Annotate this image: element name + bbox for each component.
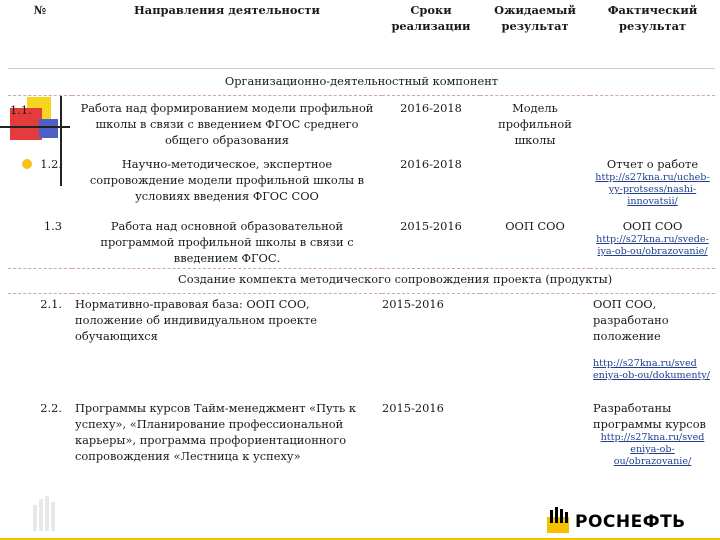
row-actual	[590, 216, 715, 269]
row-expected	[480, 154, 590, 216]
activity-plan-table	[8, 0, 715, 486]
table-row	[8, 96, 715, 155]
row-direction: Работа над основной образовательной программой профильной школы в связи с введением ФГОС.	[100, 219, 354, 265]
rosneft-emblem-icon	[28, 495, 62, 535]
rosneft-logo-icon	[547, 507, 569, 533]
table-row	[8, 154, 715, 216]
row-direction: Программы курсов Тайм-менеджмент «Путь к успеху», «Планирование профессиональной карьеры», программа профориентационного сопровождения «Лестница к успеху»	[75, 401, 357, 463]
row-number: 1.1.	[10, 103, 32, 117]
row-link[interactable]: http://s27kna.ru/uchebyy-protsess/nashi-innovatsii/	[595, 172, 710, 207]
section-row-2	[8, 269, 715, 294]
row-actual-text: ООП СОО	[622, 219, 683, 233]
row-actual	[590, 398, 715, 486]
rosneft-wordmark: РОСНЕФТЬ	[575, 512, 686, 532]
section-title-2: Создание компекта методического сопровождения проекта (продукты)	[8, 269, 715, 294]
row-actual	[590, 294, 715, 399]
row-number: 1.2.	[40, 157, 62, 171]
row-terms: 2016-2018	[400, 157, 462, 171]
row-expected	[480, 398, 590, 486]
table-row	[8, 294, 715, 399]
row-terms: 2015-2016	[400, 219, 462, 233]
row-actual-text: Отчет о работе	[606, 157, 699, 171]
row-expected: ООП СОО	[505, 219, 565, 233]
header-num: №	[8, 0, 72, 69]
section-row-1	[8, 69, 715, 96]
table-header-row	[8, 0, 715, 69]
row-number: 2.2.	[40, 401, 62, 415]
row-actual-text: Разработаны программы курсов	[593, 401, 706, 431]
row-link[interactable]: http://s27kna.ru/sved eniya-ob-ou/dokumenty/	[593, 358, 711, 381]
row-terms: 2015-2016	[382, 401, 444, 415]
row-direction: Нормативно-правовая база: ООП СОО, положение об индивидуальном проекте обучающихся	[75, 297, 317, 343]
header-actual: Фактический результат	[590, 0, 715, 69]
section-title-1: Организационно-деятельностный компонент	[8, 69, 715, 96]
row-terms: 2015-2016	[382, 297, 444, 311]
table-row	[8, 398, 715, 486]
row-actual-text: ООП СОО, разработано положение	[593, 297, 669, 343]
row-expected	[480, 294, 590, 399]
header-direction: Направления деятельности	[72, 0, 382, 69]
row-link[interactable]: http://s27kna.ru/svedeiya-ob-ou/obrazovanie/	[596, 234, 709, 257]
row-actual	[590, 154, 715, 216]
row-terms: 2016-2018	[400, 101, 462, 115]
table-row	[8, 216, 715, 269]
row-link[interactable]: http://s27kna.ru/sved eniya-ob-ou/obrazovanie/	[600, 432, 705, 467]
row-direction: Работа над формированием модели профильной школы в связи с введением ФГОС среднего общего образования	[80, 101, 374, 147]
row-actual	[590, 96, 715, 155]
header-terms: Сроки реализации	[382, 0, 480, 69]
row-number: 2.1.	[40, 297, 62, 311]
row-number: 1.3	[43, 219, 62, 233]
row-expected: Модель профильной школы	[498, 101, 572, 147]
header-expected: Ожидаемый результат	[480, 0, 590, 69]
row-direction: Научно-методическое, экспертное сопровождение модели профильной школы в условиях введения ФГОС СОО	[89, 157, 365, 203]
